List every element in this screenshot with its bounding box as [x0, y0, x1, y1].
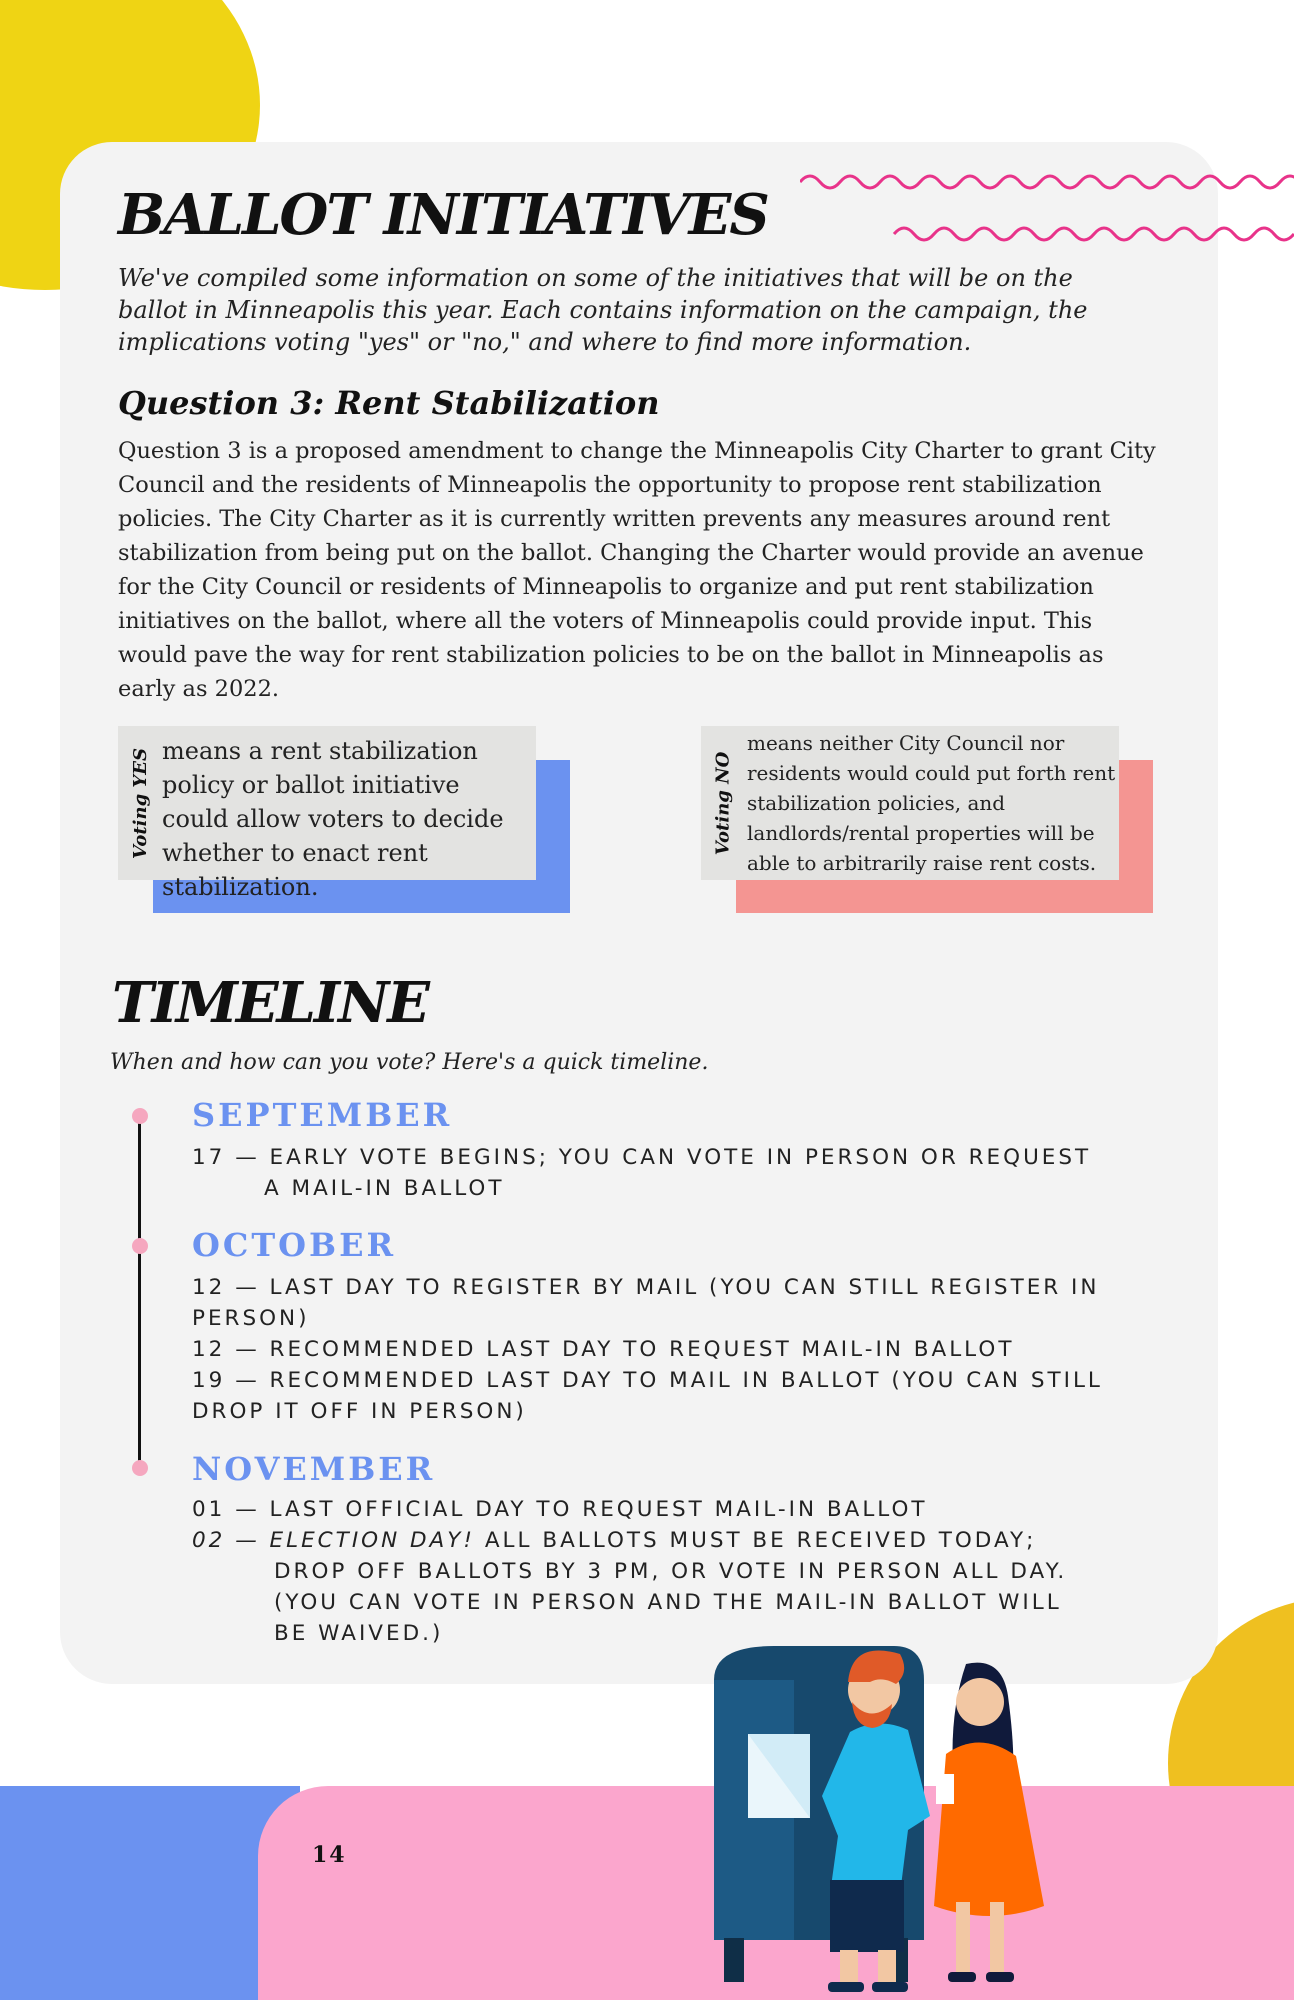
voting-yes-text: means a rent stabilization policy or ballot initiative could allow voters to decide whether to enact rent stabilization.	[162, 737, 504, 901]
timeline-entry: A MAIL-IN BALLOT	[264, 1176, 505, 1201]
timeline-entry: 17 — EARLY VOTE BEGINS; YOU CAN VOTE IN PERSON OR REQUEST	[192, 1145, 1092, 1170]
voting-yes-label: Voting YES	[129, 747, 151, 859]
timeline-entry: 12 — RECOMMENDED LAST DAY TO REQUEST MAIL-IN BALLOT	[192, 1337, 1015, 1362]
september-entries	[192, 1142, 1202, 1204]
voters-ballot-box-illustration	[700, 1620, 1060, 2000]
timeline-intro: When and how can you vote? Here's a quick timeline.	[110, 1050, 709, 1075]
timeline-line	[138, 1116, 141, 1466]
month-september: SEPTEMBER	[192, 1096, 453, 1134]
timeline-entry	[192, 1525, 1202, 1556]
voting-no-label: Voting NO	[712, 751, 734, 855]
decorative-wave-lines	[800, 162, 1294, 262]
decorative-blue-band	[0, 1786, 300, 2000]
timeline-entry: 12 — LAST DAY TO REGISTER BY MAIL (YOU CAN STILL REGISTER IN	[192, 1275, 1100, 1300]
page-title: BALLOT INITIATIVES	[118, 182, 768, 248]
timeline-title: TIMELINE	[112, 970, 428, 1036]
timeline-dot-october	[132, 1238, 148, 1254]
page-number: 14	[312, 1842, 347, 1868]
month-october: OCTOBER	[192, 1226, 397, 1264]
timeline-entry: DROP IT OFF IN PERSON)	[192, 1399, 527, 1424]
election-day-text: ALL BALLOTS MUST BE RECEIVED TODAY;	[475, 1528, 1037, 1553]
timeline-entry: (YOU CAN VOTE IN PERSON AND THE MAIL-IN BALLOT WILL	[274, 1590, 1062, 1615]
timeline-dot-november	[132, 1460, 148, 1476]
timeline-entry: DROP OFF BALLOTS BY 3 PM, OR VOTE IN PERSON ALL DAY.	[274, 1559, 1068, 1584]
timeline-entry: 19 — RECOMMENDED LAST DAY TO MAIL IN BALLOT (YOU CAN STILL	[192, 1368, 1103, 1393]
election-day-label: 02 — ELECTION DAY!	[192, 1528, 476, 1553]
voting-yes-box	[118, 726, 536, 901]
timeline-entry: 01 — LAST OFFICIAL DAY TO REQUEST MAIL-IN BALLOT	[192, 1497, 928, 1522]
voting-no-text: means neither City Council nor residents would could put forth rent stabilization policies, and landlords/rental properties will be able to arbitrarily raise rent costs.	[747, 731, 1116, 875]
timeline-entry: BE WAIVED.)	[274, 1621, 444, 1646]
timeline-dot-september	[132, 1108, 148, 1124]
question-heading: Question 3: Rent Stabilization	[118, 384, 660, 422]
voting-no-box	[701, 726, 1119, 880]
timeline-entry: PERSON)	[192, 1306, 310, 1331]
month-november: NOVEMBER	[192, 1450, 436, 1488]
intro-paragraph: We've compiled some information on some of the initiatives that will be on the ballot in Minneapolis this year. Each contains information on the campaign, the implications voting "yes" or "no," and where to find more information.	[118, 264, 1088, 356]
october-entries	[192, 1272, 1202, 1427]
question-body: Question 3 is a proposed amendment to change the Minneapolis City Charter to grant City Council and the residents of Minneapolis the opportunity to propose rent stabilization policies. The City Charter as it is currently written prevents any measures around rent stabilization from being put on the ballot. Changing the Charter would provide an avenue for the City Council or residents of Minneapolis to organize and put rent stabilization initiatives on the ballot, where all the voters of Minneapolis could provide input. This would pave the way for rent stabilization policies to be on the ballot in Minneapolis as early as 2022.	[118, 438, 1156, 702]
